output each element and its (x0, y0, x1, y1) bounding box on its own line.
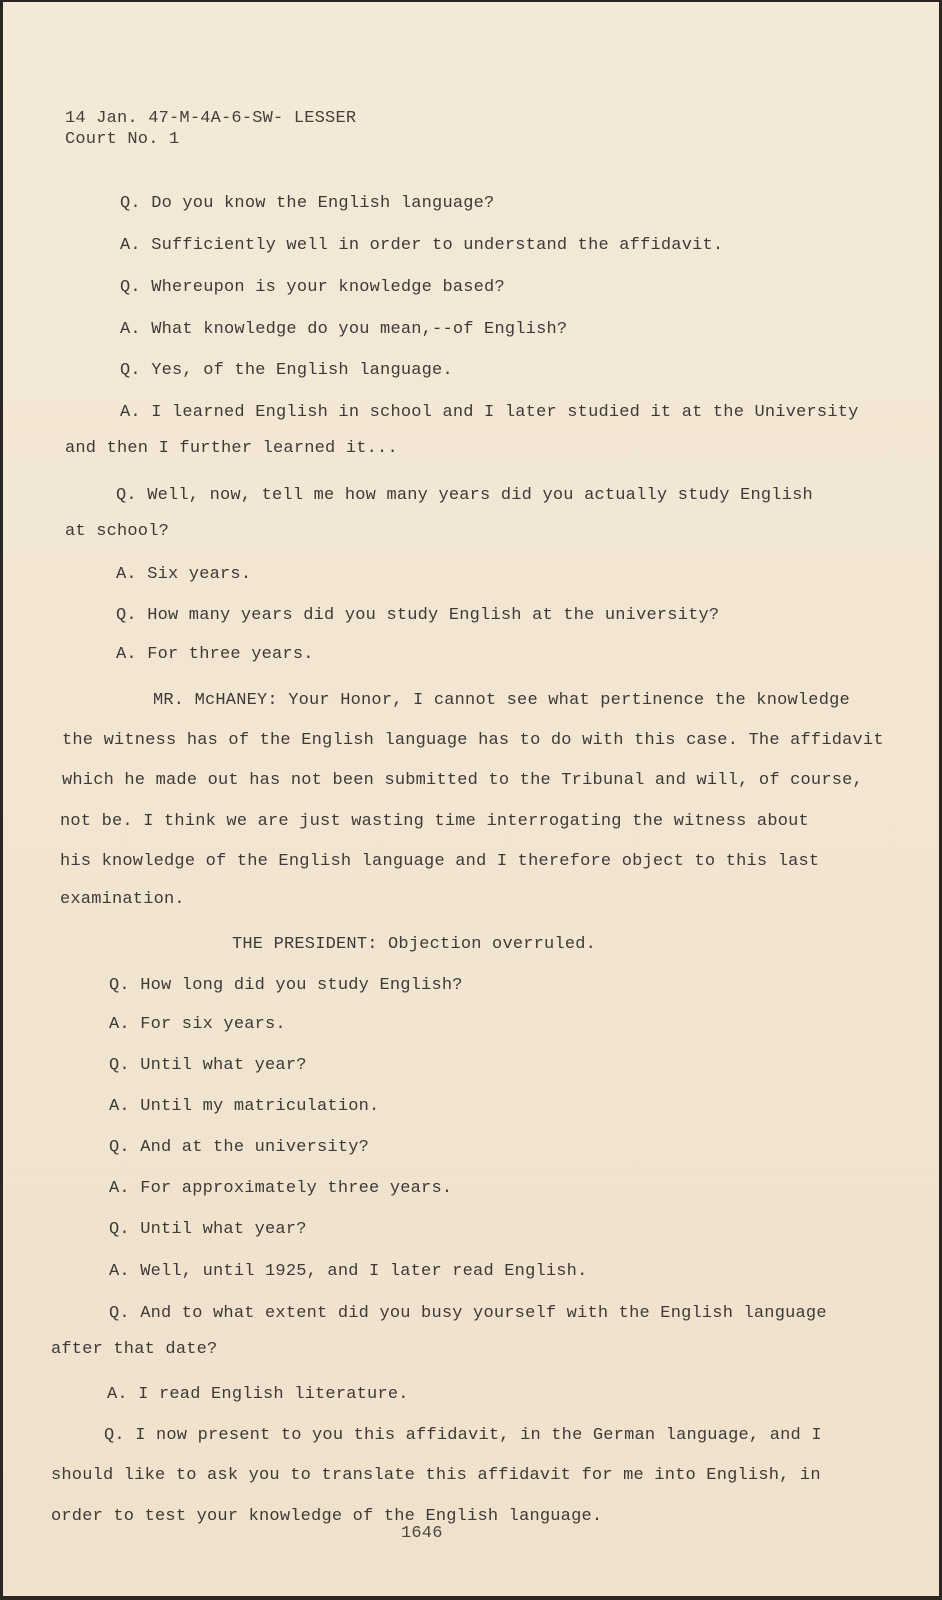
transcript-line: A. What knowledge do you mean,--of English? (120, 320, 568, 339)
transcript-line: Q. How many years did you study English at the university? (116, 606, 720, 625)
reference-line: 14 Jan. 47-M-4A-6-SW- LESSER (65, 109, 357, 128)
transcript-line: order to test your knowledge of the English language. (51, 1507, 603, 1526)
transcript-line: not be. I think we are just wasting time interrogating the witness about (60, 812, 809, 831)
transcript-line: A. I read English literature. (107, 1385, 409, 1404)
transcript-line: which he made out has not been submitted to the Tribunal and will, of course, (62, 771, 863, 790)
transcript-line: MR. McHANEY: Your Honor, I cannot see what pertinence the knowledge (153, 691, 850, 710)
transcript-line: Q. Yes, of the English language. (120, 361, 453, 380)
transcript-line: his knowledge of the English language and I therefore object to this last (60, 852, 820, 871)
transcript-line: Q. And at the university? (109, 1138, 370, 1157)
transcript-line: A. Sufficiently well in order to understand the affidavit. (120, 236, 724, 255)
transcript-line: Q. Well, now, tell me how many years did you actually study English (116, 486, 813, 505)
transcript-line: A. I learned English in school and I later studied it at the University (120, 403, 859, 422)
transcript-line: Q. Until what year? (109, 1056, 307, 1075)
court-line: Court No. 1 (65, 130, 180, 149)
transcript-line: A. For six years. (109, 1015, 286, 1034)
transcript-line: Q. And to what extent did you busy yourself with the English language (109, 1304, 827, 1323)
transcript-line: and then I further learned it... (65, 439, 398, 458)
transcript-line: A. For three years. (116, 645, 314, 664)
transcript-line: Q. I now present to you this affidavit, in the German language, and I (104, 1426, 822, 1445)
transcript-line: should like to ask you to translate this affidavit for me into English, in (51, 1466, 821, 1485)
transcript-line: after that date? (51, 1340, 218, 1359)
transcript-line: Q. Until what year? (109, 1220, 307, 1239)
transcript-line: Q. Do you know the English language? (120, 194, 495, 213)
transcript-line: A. Until my matriculation. (109, 1097, 380, 1116)
transcript-line: A. Well, until 1925, and I later read English. (109, 1262, 588, 1281)
page-number: 1646 (401, 1524, 443, 1543)
transcript-line: examination. (60, 890, 185, 909)
transcript-line: at school? (65, 522, 170, 541)
transcript-line: A. Six years. (116, 565, 252, 584)
transcript-line: A. For approximately three years. (109, 1179, 453, 1198)
transcript-line: Q. Whereupon is your knowledge based? (120, 278, 505, 297)
document-page (3, 2, 939, 1596)
transcript-line: THE PRESIDENT: Objection overruled. (232, 935, 597, 954)
transcript-line: Q. How long did you study English? (109, 976, 463, 995)
transcript-line: the witness has of the English language has to do with this case. The affidavit (62, 731, 884, 750)
